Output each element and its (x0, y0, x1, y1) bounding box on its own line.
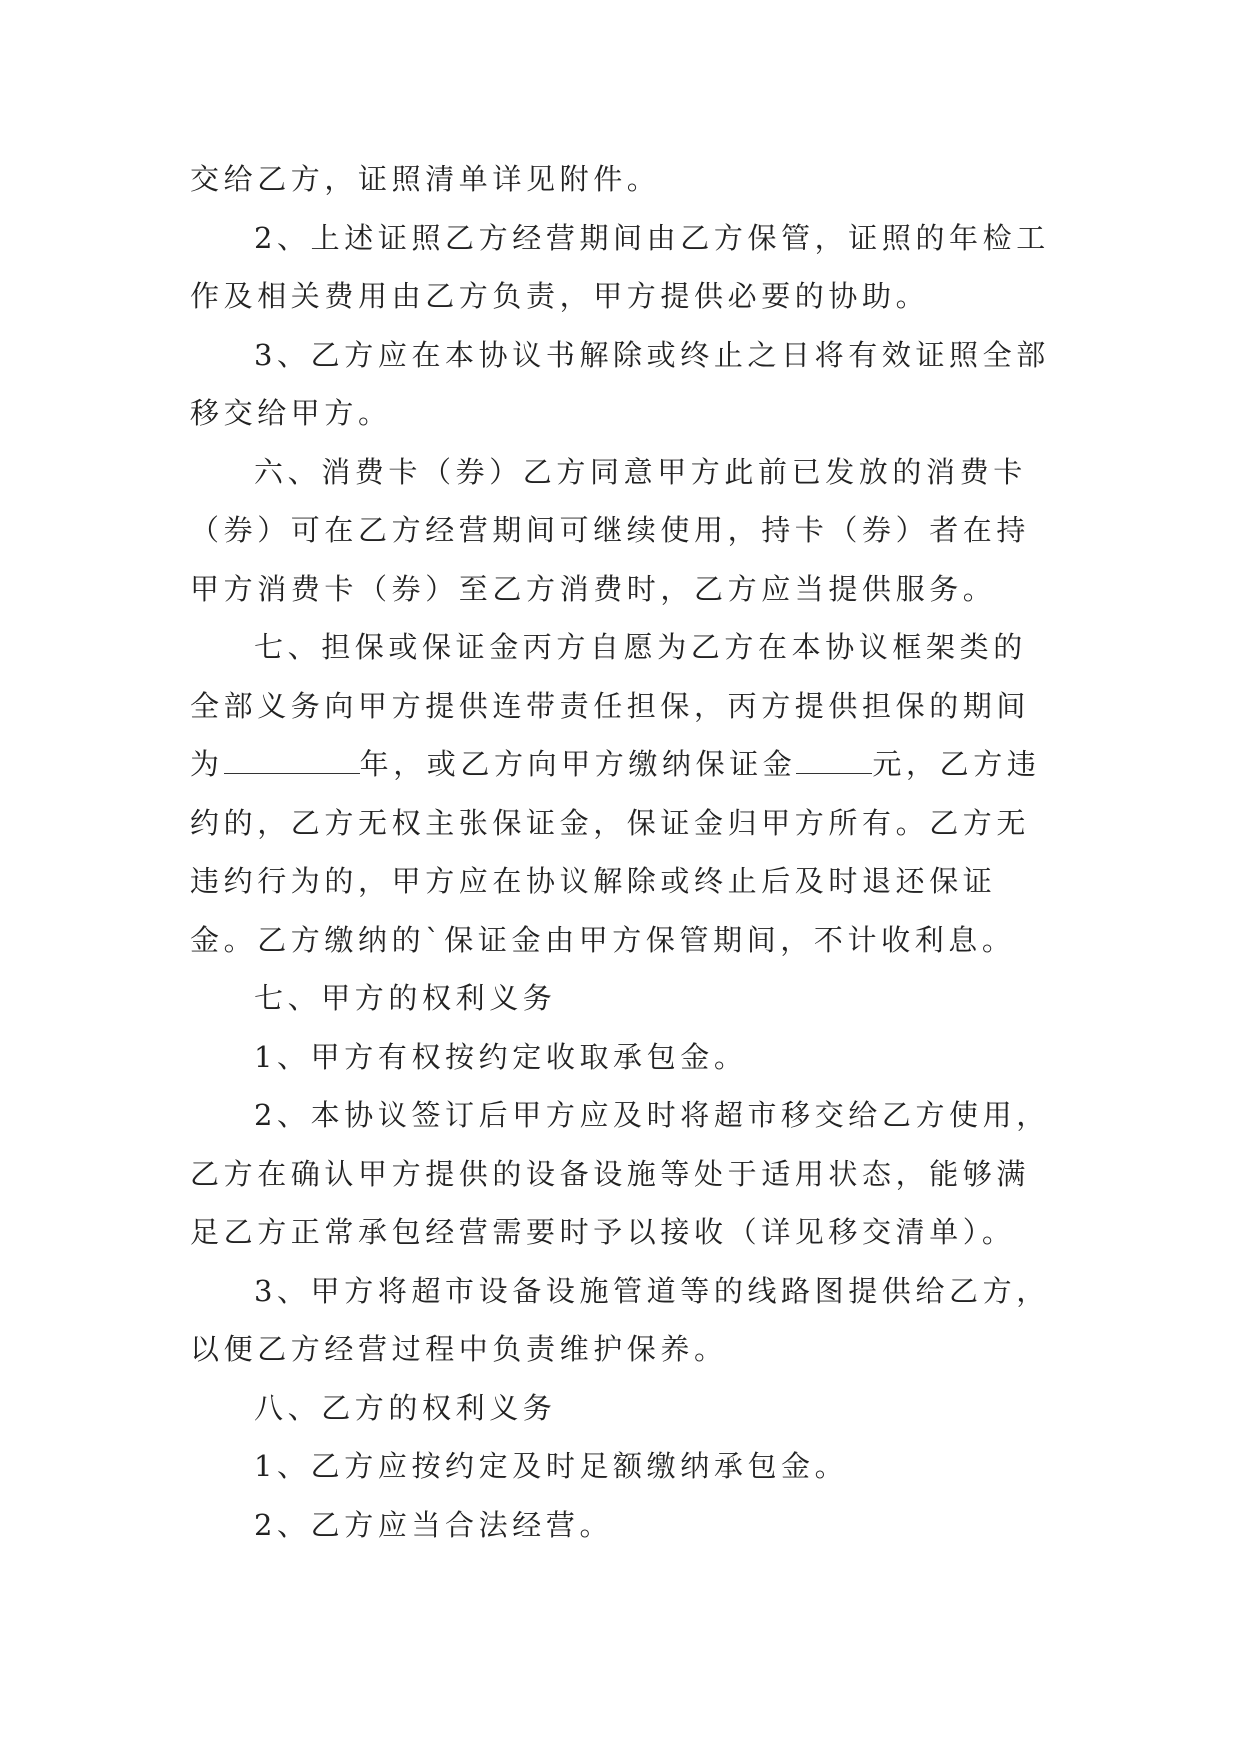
guarantee-text-part2: 年，或乙方向甲方缴纳保证金 (359, 747, 797, 781)
paragraph-party-a-fee: 1、甲方有权按约定收取承包金。 (254, 1039, 748, 1074)
heading-party-b-rights: 八、乙方的权利义务 (254, 1390, 557, 1425)
paragraph-consumer-cards: 六、消费卡（券）乙方同意甲方此前已发放的消费卡（券）可在乙方经营期间可继续使用，持卡（券）者在持甲方消费卡（券）至乙方消费时，乙方应当提供服务。 (190, 454, 1031, 606)
deposit-amount-blank (796, 743, 872, 774)
paragraph-party-b-payment: 1、乙方应按约定及时足额缴纳承包金。 (254, 1449, 849, 1483)
paragraph-party-b-legal: 2、乙方应当合法经营。 (254, 1507, 614, 1542)
paragraph-party-a-diagrams: 3、甲方将超市设备设施管道等的线路图提供给乙方，以便乙方经营过程中负责维护保养。 (190, 1273, 1050, 1366)
guarantee-years-blank (224, 743, 360, 774)
paragraph-license-return: 3、乙方应在本协议书解除或终止之日将有效证照全部移交给甲方。 (190, 337, 1050, 430)
paragraph-guarantee-deposit (190, 618, 1055, 969)
guarantee-text-part3: 元，乙方违约的，乙方无权主张保证金，保证金归甲方所有。乙方无违约行为的，甲方应在协议解除或终止后及时退还保证金。乙方缴纳的`保证金由甲方保管期间，不计收利息。 (190, 747, 1041, 957)
guarantee-text-part1: 七、担保或保证金丙方自愿为乙方在本协议框架类的全部义务向甲方提供连带责任担保，丙方提供担保的期间为 (190, 630, 1031, 781)
paragraph-license-custody: 2、上述证照乙方经营期间由乙方保管，证照的年检工作及相关费用由乙方负责，甲方提供必要的协助。 (190, 220, 1050, 313)
paragraph-party-a-handover: 2、本协议签订后甲方应及时将超市移交给乙方使用，乙方在确认甲方提供的设备设施等处于适用状态，能够满足乙方正常承包经营需要时予以接收（详见移交清单）。 (190, 1098, 1050, 1249)
heading-party-a-rights: 七、甲方的权利义务 (254, 981, 557, 1015)
document-body (190, 150, 1055, 1554)
paragraph-license-handover: 交给乙方，证照清单详见附件。 (190, 162, 661, 196)
